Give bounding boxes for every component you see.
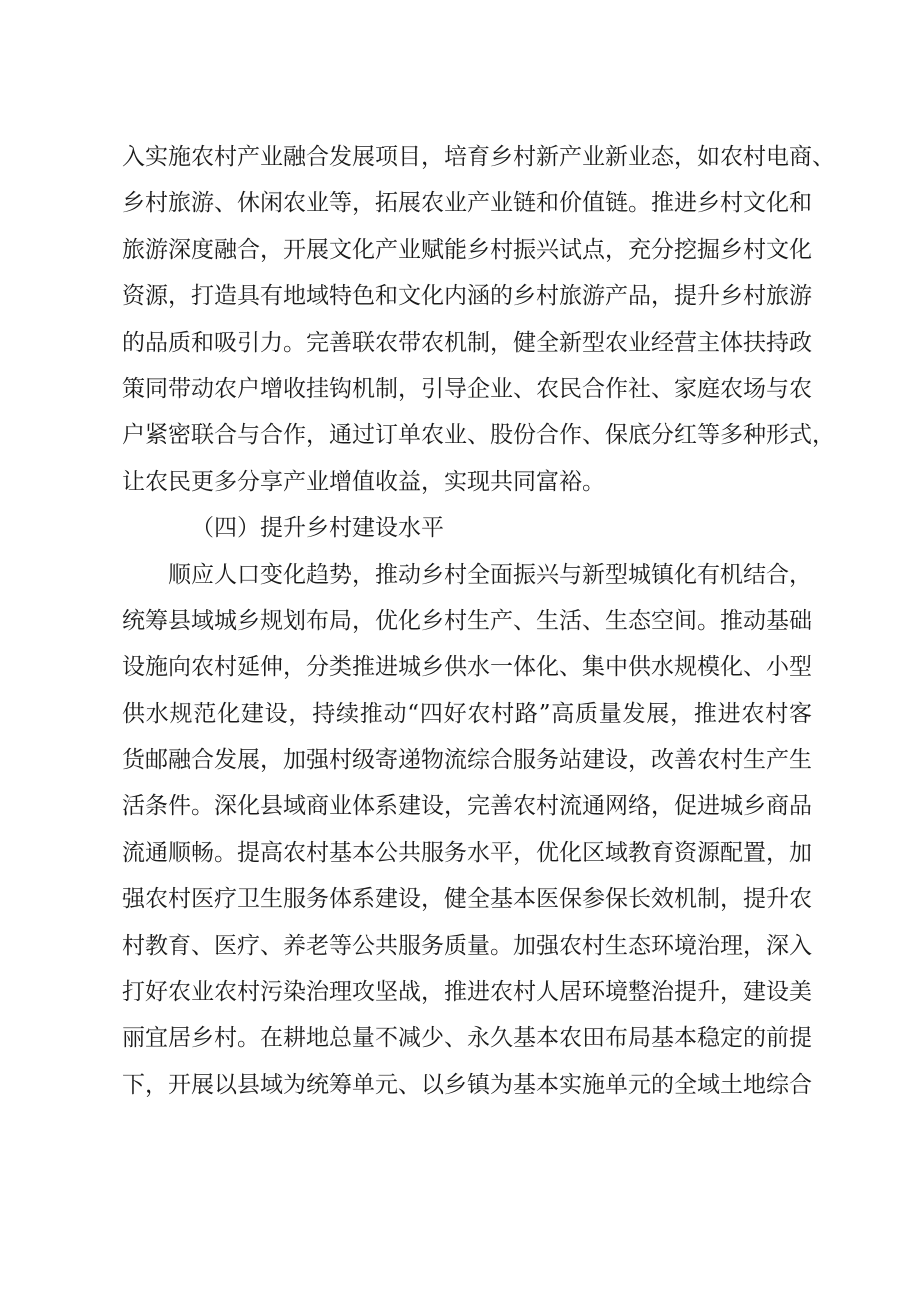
- text-line: 旅游深度融合，开展文化产业赋能乡村振兴试点，充分挖掘乡村文化: [122, 236, 812, 263]
- text-line: 入实施农村产业融合发展项目，培育乡村新产业新业态，如农村电商、: [122, 144, 835, 170]
- text-line: 流通顺畅。提高农村基本公共服务水平，优化区域教育资源配置，加: [122, 839, 812, 866]
- text-line: 让农民更多分享产业增值收益，实现共同富裕。: [122, 468, 605, 495]
- text-line: 货邮融合发展，加强村级寄递物流综合服务站建设，改善农村生产生: [122, 747, 812, 774]
- text-line: 户紧密联合与合作，通过订单农业、股份合作、保底分红等多种形式，: [122, 422, 835, 449]
- text-line: 下，开展以县域为统筹单元、以乡镇为基本实施单元的全域土地综合: [122, 1071, 812, 1098]
- text-line: 的品质和吸引力。完善联农带农机制，健全新型农业经营主体扶持政: [122, 329, 812, 356]
- text-line: 统筹县域城乡规划布局，优化乡村生产、生活、生态空间。推动基础: [122, 607, 812, 634]
- body-text: [122, 134, 835, 1108]
- text-line: 设施向农村延伸，分类推进城乡供水一体化、集中供水规模化、小型: [122, 654, 812, 681]
- text-line: 乡村旅游、休闲农业等，拓展农业产业链和价值链。推进乡村文化和: [122, 190, 812, 217]
- text-line: 丽宜居乡村。在耕地总量不减少、永久基本农田布局基本稳定的前提: [122, 1025, 812, 1052]
- text-line: 活条件。深化县域商业体系建设，完善农村流通网络，促进城乡商品: [122, 793, 812, 820]
- text-line: 强农村医疗卫生服务体系建设，健全基本医保参保长效机制，提升农: [122, 886, 812, 913]
- text-line: 资源，打造具有地域特色和文化内涵的乡村旅游产品，提升乡村旅游: [122, 283, 812, 310]
- text-line: 打好农业农村污染治理攻坚战，推进农村人居环境整治提升，建设美: [122, 979, 812, 1006]
- text-line: 村教育、医疗、养老等公共服务质量。加强农村生态环境治理，深入: [122, 932, 812, 959]
- text-line: 策同带动农户增收挂钩机制，引导企业、农民合作社、家庭农场与农: [122, 375, 812, 402]
- section-heading: （四）提升乡村建设水平: [191, 515, 444, 542]
- text-line: 顺应人口变化趋势，推动乡村全面振兴与新型城镇化有机结合，: [168, 561, 812, 588]
- text-line: 供水规范化建设，持续推动“四好农村路”高质量发展，推进农村客: [122, 700, 812, 727]
